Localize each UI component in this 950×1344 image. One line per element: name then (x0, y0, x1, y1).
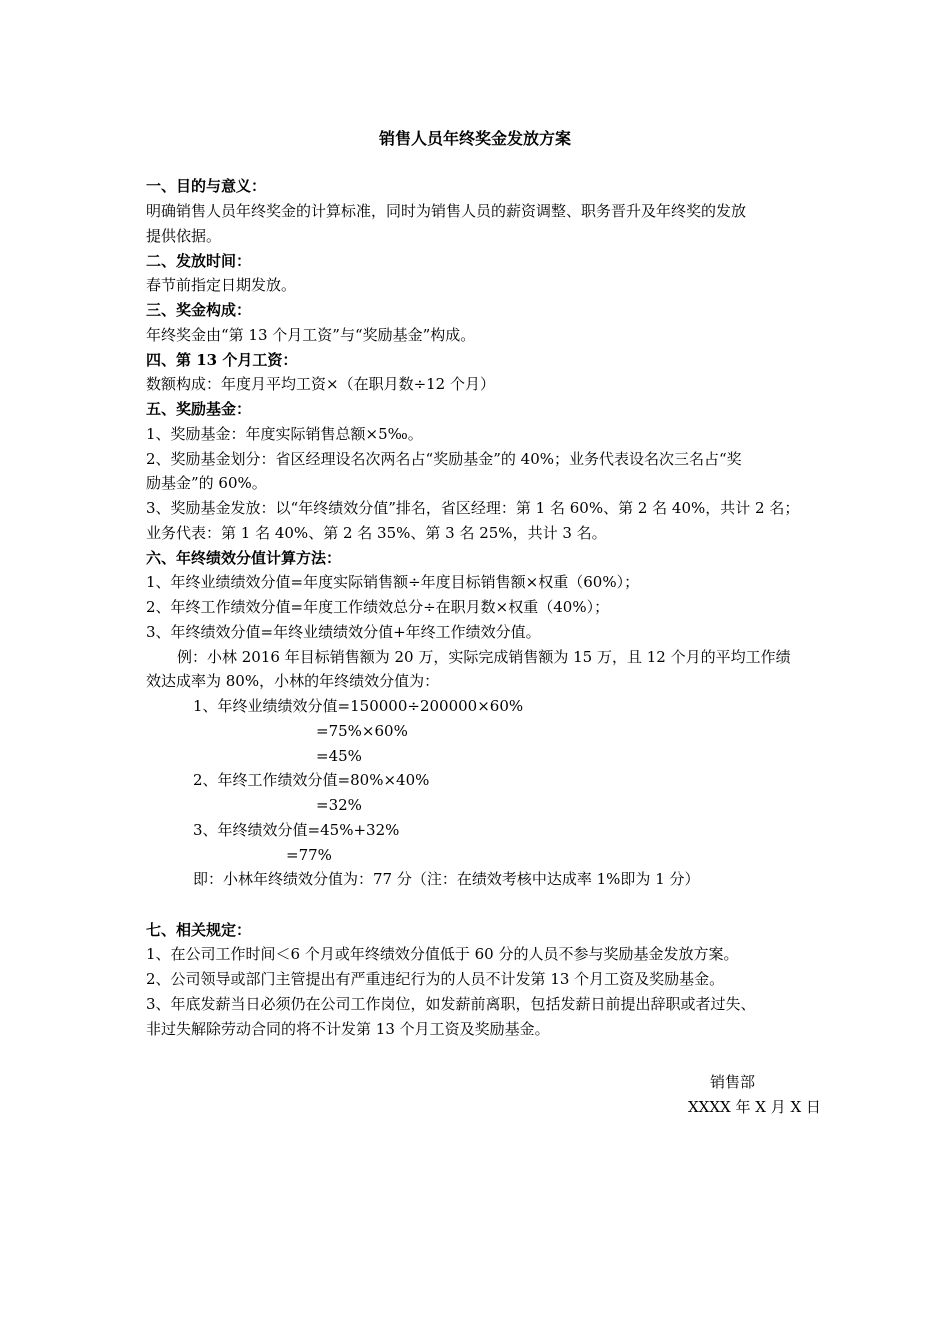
paragraph-line: 1、在公司工作时间＜6 个月或年终绩效分值低于 60 分的人员不参与奖励基金发放方案。 (146, 945, 739, 963)
formula-line: =32% (316, 796, 362, 814)
conclusion-line: 即：小林年终绩效分值为：77 分（注：在绩效考核中达成率 1%即为 1 分） (193, 870, 700, 888)
formula-line: =77% (286, 846, 332, 864)
paragraph-line: 数额构成：年度月平均工资×（在职月数÷12 个月） (146, 375, 495, 393)
section-heading-composition: 三、奖金构成： (146, 301, 252, 319)
section-heading-13th-month: 四、第 13 个月工资： (146, 351, 298, 369)
paragraph-line: 3、奖励基金发放：以“年终绩效分值”排名，省区经理：第 1 名 60%、第 2 名 40%，共计 2 名； (146, 499, 800, 517)
paragraph-line: 3、年底发薪当日必须仍在公司工作岗位，如发薪前离职，包括发薪日前提出辞职或者过失、 (146, 995, 756, 1013)
paragraph-line: 2、公司领导或部门主管提出有严重违纪行为的人员不计发第 13 个月工资及奖励基金。 (146, 970, 725, 988)
formula-line: 1、年终业绩绩效分值=150000÷200000×60% (193, 697, 524, 715)
example-line: 例：小林 2016 年目标销售额为 20 万，实际完成销售额为 15 万，且 12 个月的平均工作绩 (177, 648, 791, 666)
paragraph-line: 非过失解除劳动合同的将不计发第 13 个月工资及奖励基金。 (146, 1020, 550, 1038)
section-heading-purpose: 一、目的与意义： (146, 177, 267, 195)
paragraph-line: 明确销售人员年终奖金的计算标准，同时为销售人员的薪资调整、职务晋升及年终奖的发放 (146, 202, 747, 220)
paragraph-line: 1、奖励基金：年度实际销售总额×5‰。 (146, 425, 423, 443)
paragraph-line: 3、年终绩效分值=年终业绩绩效分值+年终工作绩效分值。 (146, 623, 541, 641)
signature-date: XXXX 年 X 月 X 日 (688, 1098, 821, 1116)
section-heading-rules: 七、相关规定： (146, 921, 252, 939)
section-heading-fund: 五、奖励基金： (146, 400, 252, 418)
paragraph-line: 励基金”的 60%。 (146, 474, 267, 492)
formula-line: =45% (316, 747, 362, 765)
paragraph-line: 业务代表：第 1 名 40%、第 2 名 35%、第 3 名 25%，共计 3 名。 (146, 524, 607, 542)
formula-line: 2、年终工作绩效分值=80%×40% (193, 771, 430, 789)
paragraph-line: 提供依据。 (146, 227, 222, 245)
signature-department: 销售部 (710, 1073, 756, 1091)
example-line: 效达成率为 80%，小林的年终绩效分值为： (146, 672, 440, 690)
paragraph-line: 1、年终业绩绩效分值=年度实际销售额÷年度目标销售额×权重（60%）； (146, 573, 640, 591)
formula-line: 3、年终绩效分值=45%+32% (193, 821, 400, 839)
document-title: 销售人员年终奖金发放方案 (378, 129, 571, 148)
section-heading-method: 六、年终绩效分值计算方法： (146, 549, 342, 567)
paragraph-line: 2、年终工作绩效分值=年度工作绩效总分÷在职月数×权重（40%）； (146, 598, 610, 616)
formula-line: =75%×60% (316, 722, 408, 740)
paragraph-line: 春节前指定日期发放。 (146, 276, 297, 294)
paragraph-line: 2、奖励基金划分：省区经理设名次两名占“奖励基金”的 40%；业务代表设名次三名占“奖 (146, 450, 742, 468)
paragraph-line: 年终奖金由“第 13 个月工资”与“奖励基金”构成。 (146, 326, 476, 344)
section-heading-time: 二、发放时间： (146, 252, 252, 270)
